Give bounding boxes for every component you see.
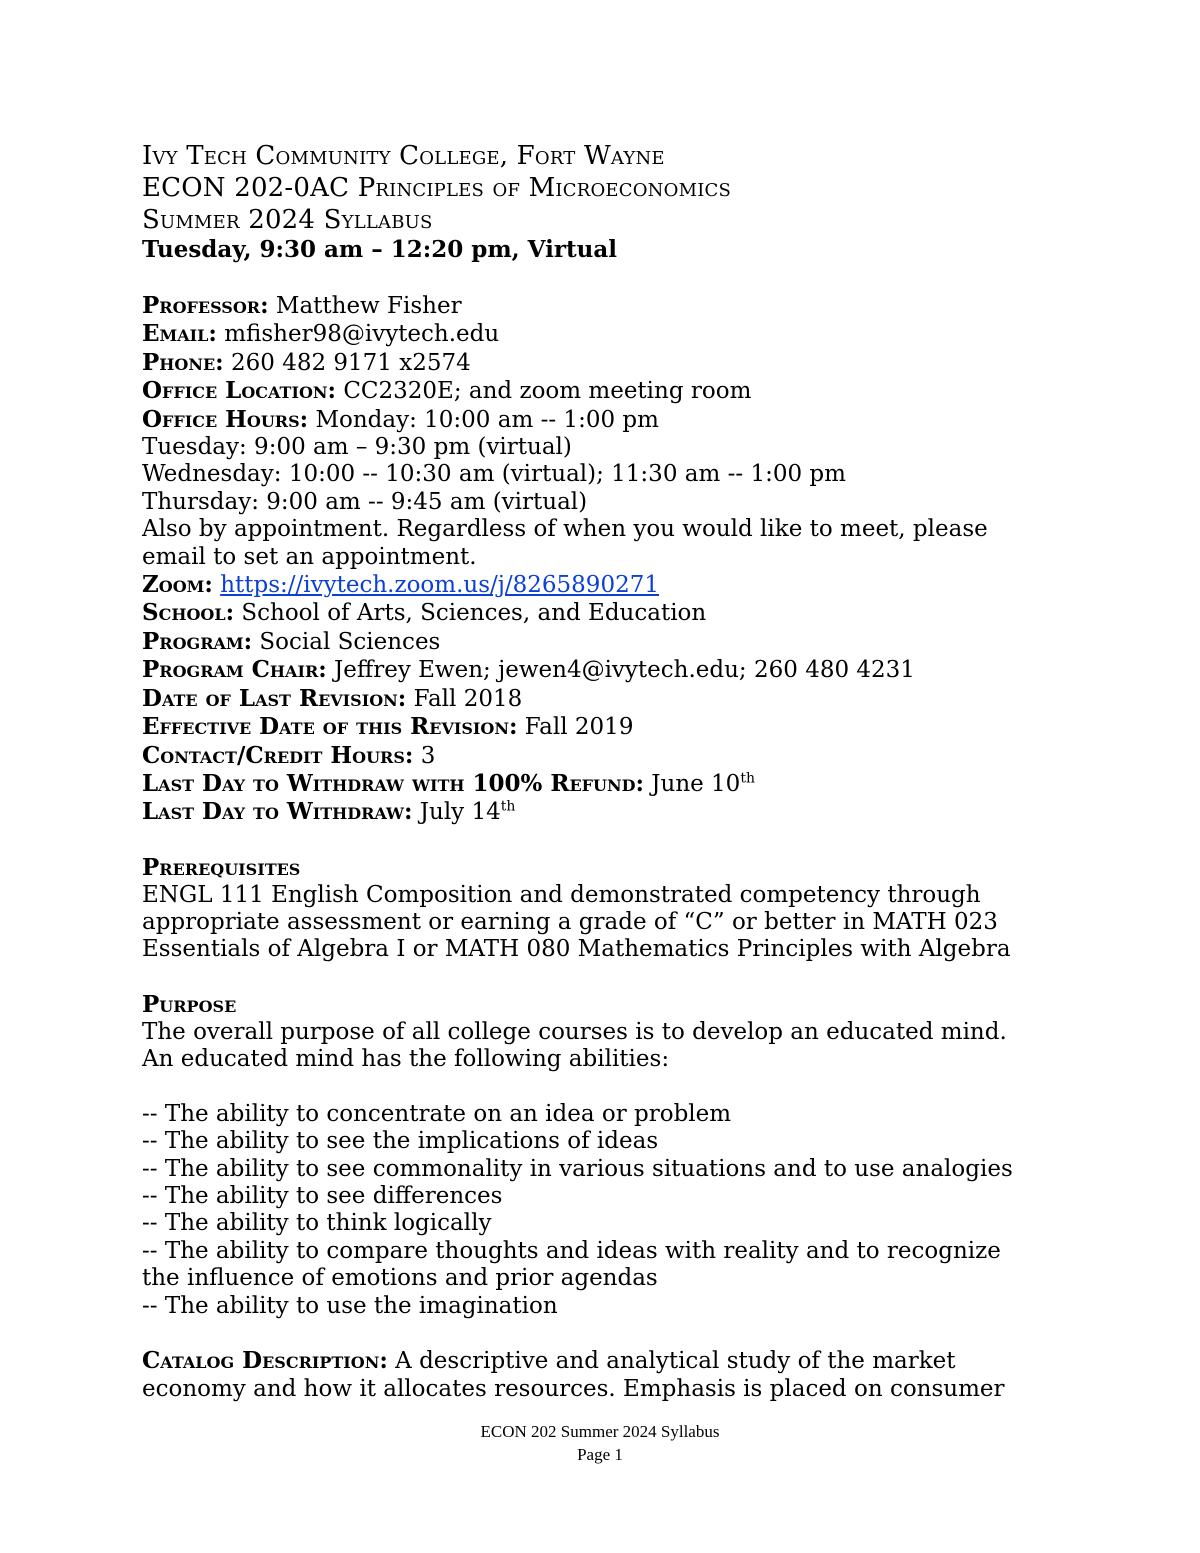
- purpose-heading: Purpose: [142, 991, 237, 1019]
- office-hours-wednesday: Wednesday: 10:00 -- 10:30 am (virtual); 11:30 am -- 1:00 pm: [142, 461, 846, 488]
- purpose-intro-line: The overall purpose of all college courses is to develop an educated mind.: [142, 1018, 1007, 1045]
- email-label: Email:: [142, 320, 217, 348]
- effective-date-label: Effective Date of this Revision:: [142, 713, 518, 741]
- professor-value: Matthew Fisher: [268, 293, 462, 319]
- email-field: [142, 320, 1082, 348]
- email-value: mfisher98@ivytech.edu: [216, 321, 500, 348]
- refund-deadline-label: Last Day to Withdraw with 100% Refund:: [142, 769, 644, 797]
- ability-item: -- The ability to see differences: [142, 1182, 503, 1209]
- footer-title: ECON 202 Summer 2024 Syllabus: [480, 1422, 720, 1441]
- page-footer: [0, 1420, 1200, 1466]
- prerequisites-line: ENGL 111 English Composition and demonstrated competency through: [142, 881, 981, 908]
- ability-item: -- The ability to think logically: [142, 1210, 492, 1237]
- ability-item: -- The ability to compare thoughts and ideas with reality and to recognize: [142, 1237, 1001, 1264]
- phone-label: Phone:: [142, 348, 224, 376]
- contact-hours-label: Contact/Credit Hours:: [142, 741, 414, 769]
- class-schedule: Tuesday, 9:30 am – 12:20 pm, Virtual: [142, 236, 617, 263]
- office-hours-field: [142, 406, 1082, 434]
- program-label: Program:: [142, 627, 253, 655]
- effective-date-value: Fall 2019: [517, 714, 634, 741]
- refund-deadline-value: June 10: [643, 770, 741, 797]
- prerequisites-section: [142, 854, 1082, 964]
- prerequisites-heading: Prerequisites: [142, 854, 301, 882]
- professor-label: Professor:: [142, 292, 269, 319]
- catalog-description-label: Catalog Description:: [142, 1347, 388, 1375]
- ability-item: -- The ability to see commonality in various situations and to use analogies: [142, 1155, 1013, 1182]
- refund-deadline-field: [142, 770, 1082, 798]
- withdraw-deadline-field: [142, 798, 1082, 826]
- withdraw-deadline-label: Last Day to Withdraw:: [142, 798, 413, 826]
- purpose-section: [142, 991, 1082, 1320]
- effective-date-field: [142, 713, 1082, 741]
- zoom-label: Zoom:: [142, 571, 213, 599]
- syllabus-page: [142, 140, 1082, 1403]
- program-value: Social Sciences: [252, 628, 441, 655]
- office-location-value: CC2320E; and zoom meeting room: [336, 378, 752, 405]
- office-hours-thursday: Thursday: 9:00 am -- 9:45 am (virtual): [142, 488, 588, 515]
- office-hours-monday: Monday: 10:00 am -- 1:00 pm: [308, 406, 659, 433]
- page-number: Page 1: [577, 1445, 623, 1464]
- catalog-description-line-2: economy and how it allocates resources. Emphasis is placed on consumer: [142, 1375, 1005, 1402]
- office-location-field: [142, 377, 1082, 405]
- catalog-description-text: A descriptive and analytical study of the market: [387, 1348, 956, 1375]
- last-revision-value: Fall 2018: [406, 685, 523, 712]
- term-title: Summer 2024 Syllabus: [142, 205, 433, 235]
- appointment-note-line-1: Also by appointment. Regardless of when you would like to meet, please: [142, 516, 988, 543]
- refund-deadline-suffix: th: [740, 770, 755, 787]
- ability-item: -- The ability to concentrate on an idea or problem: [142, 1100, 732, 1127]
- professor-field: [142, 292, 1082, 320]
- catalog-description-line-1: [142, 1347, 1082, 1375]
- contact-hours-value: 3: [413, 742, 436, 769]
- zoom-field: [142, 571, 1082, 599]
- contact-hours-field: [142, 742, 1082, 770]
- ability-item-continued: the influence of emotions and prior agendas: [142, 1265, 658, 1292]
- office-hours-tuesday: Tuesday: 9:00 am – 9:30 pm (virtual): [142, 434, 572, 461]
- prerequisites-line: appropriate assessment or earning a grade of “C” or better in MATH 023: [142, 908, 998, 935]
- last-revision-label: Date of Last Revision:: [142, 684, 407, 712]
- withdraw-deadline-suffix: th: [500, 798, 516, 815]
- college-title: Ivy Tech Community College, Fort Wayne: [142, 141, 665, 171]
- ability-item: -- The ability to see the implications of ideas: [142, 1128, 659, 1155]
- course-title: ECON 202-0AC Principles of Microeconomics: [142, 173, 732, 203]
- school-field: [142, 599, 1082, 627]
- prerequisites-line: Essentials of Algebra I or MATH 080 Mathematics Principles with Algebra: [142, 936, 1011, 963]
- phone-field: [142, 349, 1082, 377]
- program-field: [142, 628, 1082, 656]
- school-label: School:: [142, 599, 235, 627]
- zoom-link[interactable]: https://ivytech.zoom.us/j/8265890271: [220, 572, 659, 599]
- catalog-description-section: [142, 1347, 1082, 1403]
- program-chair-value: Jeffrey Ewen; jewen4@ivytech.edu; 260 480 4231: [326, 657, 915, 684]
- ability-item: -- The ability to use the imagination: [142, 1292, 558, 1319]
- appointment-note-line-2: email to set an appointment.: [142, 543, 477, 570]
- school-value: School of Arts, Sciences, and Education: [234, 600, 707, 627]
- office-hours-label: Office Hours:: [142, 405, 309, 433]
- last-revision-field: [142, 685, 1082, 713]
- phone-value: 260 482 9171 x2574: [223, 349, 471, 376]
- program-chair-label: Program Chair:: [142, 656, 327, 684]
- spacer: [142, 1073, 1082, 1100]
- office-location-label: Office Location:: [142, 377, 337, 405]
- purpose-intro-line: An educated mind has the following abilities:: [142, 1045, 670, 1072]
- program-chair-field: [142, 656, 1082, 684]
- withdraw-deadline-value: July 14: [412, 799, 501, 826]
